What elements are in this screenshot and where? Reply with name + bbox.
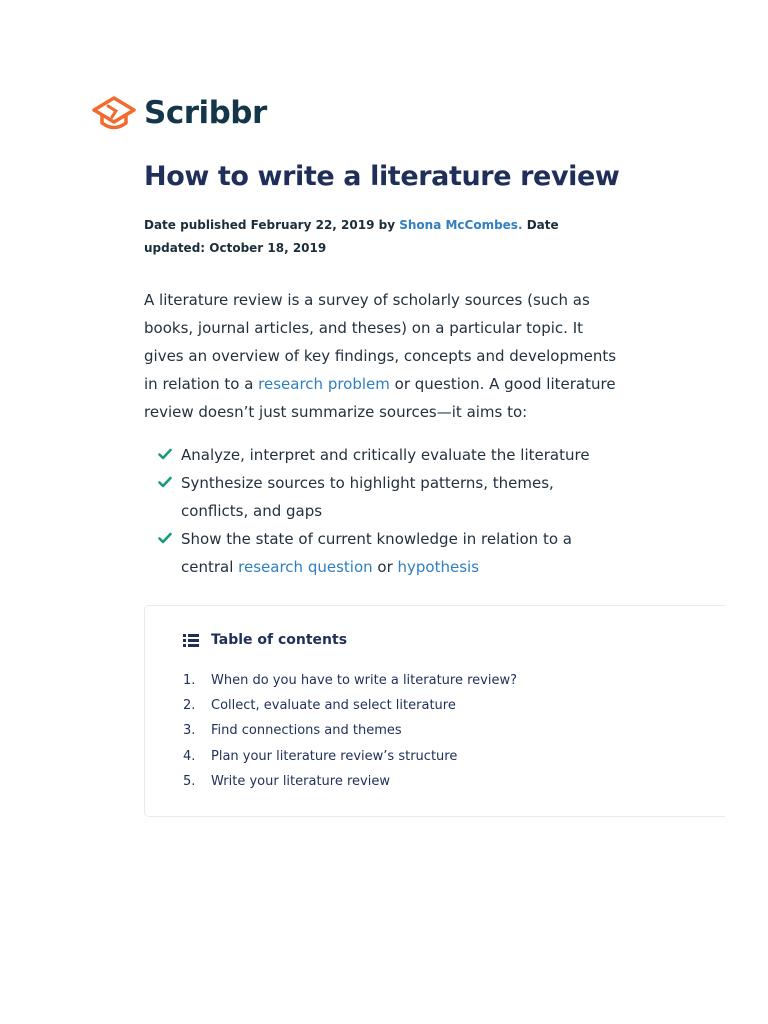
author-link[interactable]: Shona McCombes. — [399, 218, 523, 232]
hypothesis-link[interactable]: hypothesis — [397, 558, 480, 576]
toc-item-number: 3. — [183, 723, 196, 739]
updated-date: October 18, 2019 — [209, 241, 327, 255]
checkmark-icon — [158, 476, 172, 488]
toc-header — [183, 632, 347, 648]
article — [144, 158, 620, 581]
toc-item[interactable] — [183, 744, 517, 769]
published-date: February 22, 2019 — [250, 218, 375, 232]
checkmark-icon — [158, 532, 172, 544]
toc-item-number: 1. — [183, 673, 196, 688]
toc-item-label[interactable]: Write your literature review — [211, 773, 390, 789]
aims-list — [144, 441, 620, 581]
aim-connector: or — [372, 558, 398, 576]
list-icon — [183, 634, 199, 647]
toc-title: Table of contents — [211, 632, 348, 648]
checkmark-icon — [158, 448, 172, 460]
intro-text-2: or question. A good literature review doesn’t just summarize sources—it aims to: — [144, 375, 616, 421]
updated-label: Date updated: — [144, 218, 559, 255]
logo-text: Scribbr — [144, 95, 267, 131]
research-problem-link[interactable]: research problem — [258, 375, 390, 393]
toc-item[interactable] — [183, 718, 517, 743]
list-item — [144, 525, 620, 581]
research-question-link[interactable]: research question — [238, 558, 373, 576]
graduation-cap-icon — [90, 92, 138, 134]
toc-item-label[interactable]: Collect, evaluate and select literature — [211, 698, 456, 714]
by-label: by — [378, 218, 396, 232]
toc-item[interactable] — [183, 769, 517, 794]
intro-text-1: A literature review is a survey of scholarly sources (such as books, journal articles, and theses) on a particular topic. It gives an overview of key findings, concepts and developments in relation to a — [144, 291, 617, 393]
toc-list — [183, 668, 517, 794]
list-item — [144, 469, 620, 525]
toc-item-number: 2. — [183, 698, 196, 714]
list-item — [144, 441, 620, 469]
toc-item-number: 5. — [183, 773, 196, 789]
table-of-contents — [144, 605, 725, 817]
intro-paragraph — [144, 286, 620, 426]
page-title: How to write a literature review — [144, 161, 620, 192]
toc-item-label[interactable]: Plan your literature review’s structure — [211, 748, 458, 764]
toc-item-label[interactable]: When do you have to write a literature review? — [211, 673, 517, 688]
toc-item[interactable] — [183, 693, 517, 718]
aim-text: Synthesize sources to highlight patterns, themes, conflicts, and gaps — [181, 474, 554, 520]
article-meta — [144, 214, 620, 260]
published-label: Date published — [144, 218, 247, 232]
aim-text: Show the state of current knowledge in relation to a central — [181, 530, 572, 576]
toc-item-number: 4. — [183, 748, 196, 764]
toc-item-label[interactable]: Find connections and themes — [211, 723, 402, 739]
scribbr-logo[interactable] — [90, 92, 267, 134]
toc-item[interactable] — [183, 668, 517, 693]
aim-text: Analyze, interpret and critically evaluate the literature — [181, 446, 590, 464]
